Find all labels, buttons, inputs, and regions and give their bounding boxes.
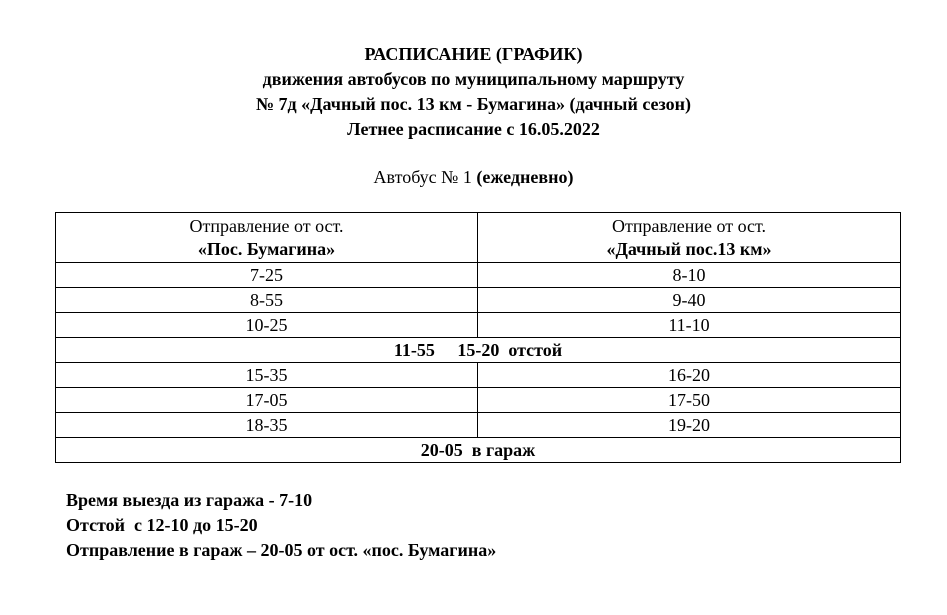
table-row [56,388,901,413]
table-row [56,338,901,363]
departure-from-cell: 8-55 [56,288,478,313]
departure-from-cell: 18-35 [56,413,478,438]
departure-from-cell: 15-35 [56,363,478,388]
table-header-row [56,213,901,263]
departure-to-cell: 17-50 [478,388,901,413]
note-garage-exit: Время выезда из гаража - 7-10 [66,490,313,510]
table-row [56,313,901,338]
span-row-cell [56,438,901,463]
schedule-subtitle: движения автобусов по муниципальному маршруту [262,69,685,89]
column-header-to-stop: «Дачный пос.13 км» [606,239,772,259]
note-return-to-garage: Отправление в гараж – 20-05 от ост. «пос. Бумагина» [66,540,497,560]
departure-from-cell: 17-05 [56,388,478,413]
column-header-to [478,213,901,263]
table-row [56,288,901,313]
departure-table [55,212,901,463]
schedule-title: РАСПИСАНИЕ (ГРАФИК) [364,44,583,64]
table-row [56,363,901,388]
table-row [56,413,901,438]
span-row-cell [56,338,901,363]
departure-from-cell: 10-25 [56,313,478,338]
note-layover: Отстой с 12-10 до 15-20 [66,515,258,535]
departure-from-cell: 7-25 [56,263,478,288]
notes-block [66,488,496,563]
bus-number: Автобус № 1 [373,167,472,187]
departure-to-cell: 8-10 [478,263,901,288]
span-row-text: 11-55 15-20 отстой [393,340,563,360]
departure-to-cell: 16-20 [478,363,901,388]
column-header-from-stop: «Пос. Бумагина» [197,239,336,259]
departure-to-cell: 11-10 [478,313,901,338]
route-name: № 7д «Дачный пос. 13 км - Бумагина» (дачный сезон) [255,94,692,114]
bus-frequency: (ежедневно) [476,167,574,187]
column-header-to-line1: Отправление от ост. [611,216,767,236]
departure-to-cell: 9-40 [478,288,901,313]
season-start-date: Летнее расписание с 16.05.2022 [347,119,600,139]
table-row [56,438,901,463]
bus-number-line [0,165,947,189]
span-row-text: 20-05 в гараж [420,440,536,460]
table-body [56,263,901,463]
column-header-from-line1: Отправление от ост. [189,216,344,236]
departure-to-cell: 19-20 [478,413,901,438]
table-row [56,263,901,288]
column-header-from [56,213,478,263]
